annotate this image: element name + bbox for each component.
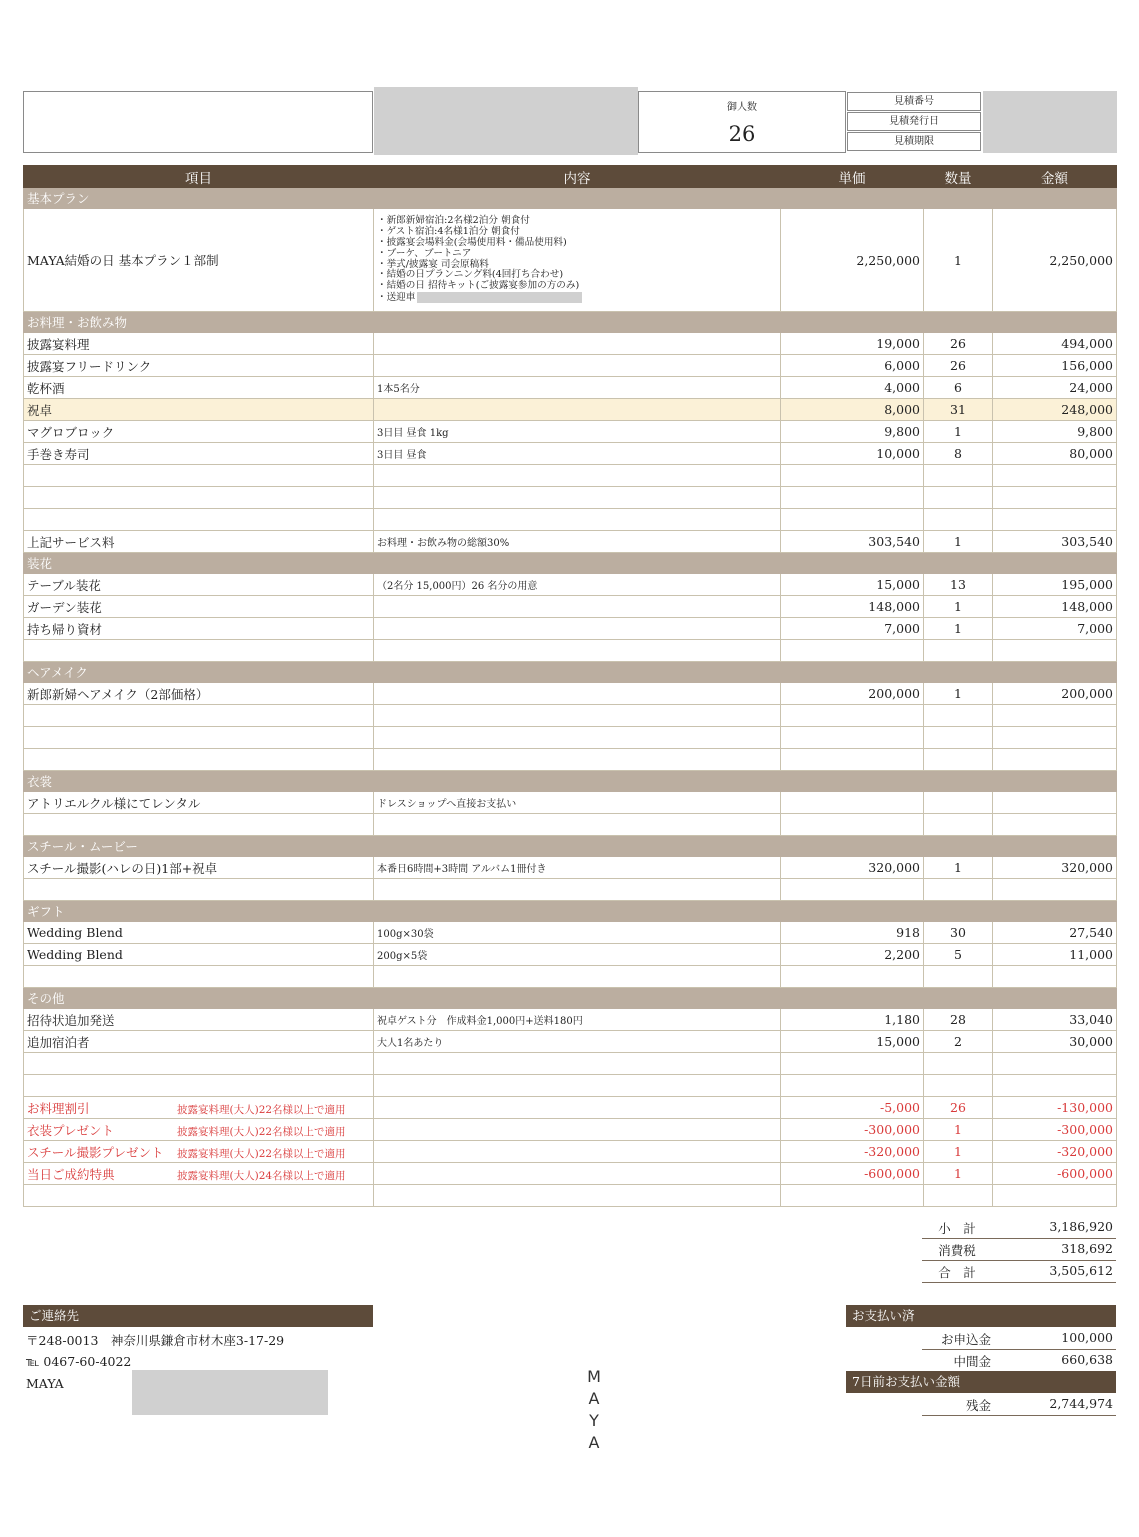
unit-price-cell: 303,540 xyxy=(781,531,924,553)
empty-cell xyxy=(924,705,993,727)
interim-row xyxy=(922,1349,1116,1372)
line-item-row xyxy=(24,683,1117,705)
quantity-cell: 5 xyxy=(924,944,993,966)
total-row xyxy=(922,1260,1116,1283)
blank-row xyxy=(24,814,1117,836)
desc-cell: 3日目 昼食 1kg xyxy=(374,421,781,443)
section-label: スチール・ムービー xyxy=(24,836,1117,857)
col-content-header: 内容 xyxy=(374,166,781,188)
empty-cell xyxy=(374,814,781,836)
quantity-cell: 1 xyxy=(924,596,993,618)
item-cell: テーブル装花 xyxy=(24,574,374,596)
empty-cell xyxy=(924,814,993,836)
deposit-label: お申込金 xyxy=(940,1332,991,1347)
unit-price-cell: 9,800 xyxy=(781,421,924,443)
empty-cell xyxy=(24,640,374,662)
plan-price: 2,250,000 xyxy=(781,209,924,312)
item-cell xyxy=(24,1119,374,1141)
amount-cell: 195,000 xyxy=(993,574,1117,596)
amount-cell: 320,000 xyxy=(993,857,1117,879)
quantity-cell: 28 xyxy=(924,1009,993,1031)
empty-cell xyxy=(993,727,1117,749)
amount-cell: 24,000 xyxy=(993,377,1117,399)
desc-cell: 本番日6時間+3時間 アルバム1冊付き xyxy=(374,857,781,879)
contact-address: 〒248-0013 神奈川県鎌倉市材木座3-17-29 xyxy=(26,1333,285,1348)
empty-cell xyxy=(374,879,781,901)
empty-cell xyxy=(993,509,1117,531)
plan-detail-item: ・挙式/披露宴 司会原稿料 xyxy=(377,258,489,270)
section-row xyxy=(24,312,1117,333)
contact-tel: ℡ 0467-60-4022 xyxy=(26,1354,132,1369)
empty-cell xyxy=(374,487,781,509)
quantity-cell xyxy=(924,792,993,814)
desc-cell: お料理・お飲み物の総額30% xyxy=(374,531,781,553)
blank-row xyxy=(24,1185,1117,1207)
desc-cell: 1本5名分 xyxy=(374,377,781,399)
empty-cell xyxy=(374,727,781,749)
unit-price-cell: 6,000 xyxy=(781,355,924,377)
amount-cell: 80,000 xyxy=(993,443,1117,465)
section-row xyxy=(24,836,1117,857)
empty-cell xyxy=(781,727,924,749)
discount-row xyxy=(24,1097,1117,1119)
quantity-cell: 30 xyxy=(924,922,993,944)
item-cell: Wedding Blend xyxy=(24,922,374,944)
amount-cell: 11,000 xyxy=(993,944,1117,966)
paid-title: お支払い済 xyxy=(846,1305,1116,1327)
item-cell: マグロブロック xyxy=(24,421,374,443)
empty-cell xyxy=(24,1185,374,1207)
blank-row xyxy=(24,966,1117,988)
desc-cell xyxy=(374,399,781,421)
empty-cell xyxy=(374,640,781,662)
empty-cell xyxy=(374,1185,781,1207)
item-cell: 披露宴料理 xyxy=(24,333,374,355)
balance-label: 残金 xyxy=(965,1398,991,1413)
unit-price-cell: 15,000 xyxy=(781,1031,924,1053)
item-cell: 上記サービス料 xyxy=(24,531,374,553)
empty-cell xyxy=(781,749,924,771)
unit-price-cell: 1,180 xyxy=(781,1009,924,1031)
due-title: 7日前お支払い金額 xyxy=(846,1371,1116,1393)
blank-row xyxy=(24,465,1117,487)
desc-cell: 200g×5袋 xyxy=(374,944,781,966)
item-cell: Wedding Blend xyxy=(24,944,374,966)
deposit-value: 100,000 xyxy=(1061,1330,1113,1345)
guest-count-value: 26 xyxy=(728,122,756,146)
redacted-block xyxy=(374,87,638,155)
blank-row xyxy=(24,509,1117,531)
section-label: 衣裳 xyxy=(24,771,1117,792)
empty-cell xyxy=(924,879,993,901)
desc-cell: 3日目 昼食 xyxy=(374,443,781,465)
blank-row xyxy=(24,879,1117,901)
quantity-cell: 1 xyxy=(924,421,993,443)
empty-cell xyxy=(781,1185,924,1207)
item-condition: 披露宴料理(大人)22名様以上で適用 xyxy=(177,1125,346,1138)
empty-cell xyxy=(24,727,374,749)
item-condition: 披露宴料理(大人)22名様以上で適用 xyxy=(177,1147,346,1160)
col-unit-price-header: 単価 xyxy=(781,166,924,188)
logo-letter: A xyxy=(588,1389,600,1408)
empty-cell xyxy=(781,509,924,531)
line-item-row xyxy=(24,618,1117,640)
desc-cell: 大人1名あたり xyxy=(374,1031,781,1053)
item-cell: 乾杯酒 xyxy=(24,377,374,399)
total-value: 3,505,612 xyxy=(1049,1263,1113,1278)
plan-detail-item xyxy=(377,292,777,304)
line-item-row xyxy=(24,922,1117,944)
estimate-expiry-label: 見積期限 xyxy=(847,132,981,151)
desc-cell xyxy=(374,355,781,377)
plan-detail-item: ・披露宴会場料金(会場使用料・備品使用料) xyxy=(377,236,567,248)
unit-price-cell: -600,000 xyxy=(781,1163,924,1185)
empty-cell xyxy=(993,1185,1117,1207)
desc-cell: （2名分 15,000円）26 名分の用意 xyxy=(374,574,781,596)
subtotal-value: 3,186,920 xyxy=(1049,1219,1113,1234)
logo-letter: A xyxy=(588,1433,600,1452)
line-item-row xyxy=(24,531,1117,553)
item-condition: 披露宴料理(大人)24名様以上で適用 xyxy=(177,1169,346,1182)
quantity-cell: 1 xyxy=(924,1141,993,1163)
section-row xyxy=(24,662,1117,683)
section-label: 装花 xyxy=(24,553,1117,574)
empty-cell xyxy=(24,814,374,836)
col-quantity-header: 数量 xyxy=(924,166,993,188)
item-name: 当日ご成約特典 xyxy=(27,1166,115,1182)
unit-price-cell: 918 xyxy=(781,922,924,944)
desc-cell xyxy=(374,596,781,618)
plan-details xyxy=(374,209,781,312)
section-label: その他 xyxy=(24,988,1117,1009)
section-label: 基本プラン xyxy=(24,188,1117,209)
empty-cell xyxy=(924,1075,993,1097)
amount-cell: -300,000 xyxy=(993,1119,1117,1141)
unit-price-cell: -320,000 xyxy=(781,1141,924,1163)
section-label: ヘアメイク xyxy=(24,662,1117,683)
item-cell xyxy=(24,1163,374,1185)
quantity-cell: 13 xyxy=(924,574,993,596)
quantity-cell: 1 xyxy=(924,531,993,553)
desc-cell xyxy=(374,683,781,705)
tax-value: 318,692 xyxy=(1061,1241,1113,1256)
quantity-cell: 26 xyxy=(924,333,993,355)
plan-detail-item: ・新郎新婦宿泊:2名様2泊分 朝食付 xyxy=(377,215,530,227)
column-header-row xyxy=(24,166,1117,188)
empty-cell xyxy=(374,509,781,531)
line-item-row xyxy=(24,596,1117,618)
desc-cell xyxy=(374,1097,781,1119)
unit-price-cell: 4,000 xyxy=(781,377,924,399)
plan-item: MAYA結婚の日 基本プラン１部制 xyxy=(24,209,374,312)
desc-cell: 祝卓ゲスト分 作成料金1,000円+送料180円 xyxy=(374,1009,781,1031)
amount-cell: -320,000 xyxy=(993,1141,1117,1163)
redacted-block xyxy=(132,1370,328,1415)
item-cell: 祝卓 xyxy=(24,399,374,421)
subtotal-row xyxy=(922,1216,1116,1239)
plan-detail-item: ・結婚の日 招待キット(ご披露宴参加の方のみ) xyxy=(377,280,580,292)
col-item-header: 項目 xyxy=(24,166,374,188)
discount-row xyxy=(24,1119,1117,1141)
empty-cell xyxy=(924,749,993,771)
discount-row xyxy=(24,1141,1117,1163)
empty-cell xyxy=(924,1185,993,1207)
empty-cell xyxy=(24,465,374,487)
guest-count-box xyxy=(638,91,846,153)
plan-detail-list xyxy=(377,214,777,305)
empty-cell xyxy=(374,705,781,727)
empty-cell xyxy=(924,727,993,749)
desc-cell: ドレスショップへ直接お支払い xyxy=(374,792,781,814)
empty-cell xyxy=(781,487,924,509)
desc-cell xyxy=(374,1163,781,1185)
empty-cell xyxy=(24,1053,374,1075)
empty-cell xyxy=(374,966,781,988)
plan-qty: 1 xyxy=(924,209,993,312)
unit-price-cell: 200,000 xyxy=(781,683,924,705)
plan-detail-item: ・ゲスト宿泊:4名様1泊分 朝食付 xyxy=(377,226,520,238)
unit-price-cell: 320,000 xyxy=(781,857,924,879)
plan-detail-text: ・送迎車 xyxy=(377,291,416,303)
amount-cell: -600,000 xyxy=(993,1163,1117,1185)
empty-cell xyxy=(993,1053,1117,1075)
section-row xyxy=(24,553,1117,574)
item-cell: 持ち帰り資材 xyxy=(24,618,374,640)
quantity-cell: 26 xyxy=(924,1097,993,1119)
plan-amount: 2,250,000 xyxy=(993,209,1117,312)
line-item-row xyxy=(24,443,1117,465)
section-row xyxy=(24,901,1117,922)
unit-price-cell: 7,000 xyxy=(781,618,924,640)
empty-cell xyxy=(781,640,924,662)
amount-cell: 303,540 xyxy=(993,531,1117,553)
quantity-cell: 26 xyxy=(924,355,993,377)
unit-price-cell: 2,200 xyxy=(781,944,924,966)
col-amount-header: 金額 xyxy=(993,166,1117,188)
empty-cell xyxy=(993,814,1117,836)
amount-cell: 27,540 xyxy=(993,922,1117,944)
tax-label: 消費税 xyxy=(938,1243,976,1258)
plan-row xyxy=(24,209,1117,312)
contact-company: MAYA xyxy=(26,1376,64,1391)
item-name: 衣装プレゼント xyxy=(27,1122,115,1138)
interim-label: 中間金 xyxy=(953,1354,991,1369)
amount-cell: 494,000 xyxy=(993,333,1117,355)
section-row xyxy=(24,188,1117,209)
item-cell xyxy=(24,1141,374,1163)
estimate-issue-date-label: 見積発行日 xyxy=(847,112,981,131)
empty-cell xyxy=(993,640,1117,662)
redacted-block xyxy=(983,91,1117,153)
section-label: お料理・お飲み物 xyxy=(24,312,1117,333)
amount-cell: 30,000 xyxy=(993,1031,1117,1053)
empty-cell xyxy=(781,879,924,901)
item-cell: 披露宴フリードリンク xyxy=(24,355,374,377)
amount-cell: 248,000 xyxy=(993,399,1117,421)
desc-cell xyxy=(374,1119,781,1141)
empty-cell xyxy=(24,705,374,727)
item-cell: 手巻き寿司 xyxy=(24,443,374,465)
item-name: スチール撮影プレゼント xyxy=(27,1144,164,1160)
item-cell: スチール撮影(ハレの日)1部+祝卓 xyxy=(24,857,374,879)
empty-cell xyxy=(993,749,1117,771)
guest-count-label: 御人数 xyxy=(727,102,757,113)
line-item-row xyxy=(24,355,1117,377)
line-item-row xyxy=(24,944,1117,966)
customer-name-box xyxy=(23,91,373,153)
section-row xyxy=(24,771,1117,792)
empty-cell xyxy=(924,487,993,509)
tax-row xyxy=(922,1238,1116,1261)
empty-cell xyxy=(781,1053,924,1075)
empty-cell xyxy=(993,705,1117,727)
balance-row xyxy=(922,1393,1116,1416)
balance-value: 2,744,974 xyxy=(1049,1396,1113,1411)
line-item-row xyxy=(24,421,1117,443)
empty-cell xyxy=(781,814,924,836)
discount-row xyxy=(24,1163,1117,1185)
amount-cell xyxy=(993,792,1117,814)
quantity-cell: 1 xyxy=(924,618,993,640)
empty-cell xyxy=(374,465,781,487)
empty-cell xyxy=(24,966,374,988)
item-cell: 新郎新婦ヘアメイク（2部価格） xyxy=(24,683,374,705)
unit-price-cell: -5,000 xyxy=(781,1097,924,1119)
total-label: 合 計 xyxy=(938,1265,976,1280)
empty-cell xyxy=(924,465,993,487)
empty-cell xyxy=(24,1075,374,1097)
quantity-cell: 1 xyxy=(924,683,993,705)
empty-cell xyxy=(781,1075,924,1097)
quantity-cell: 1 xyxy=(924,857,993,879)
section-row xyxy=(24,988,1117,1009)
desc-cell xyxy=(374,1141,781,1163)
amount-cell: 9,800 xyxy=(993,421,1117,443)
item-cell: ガーデン装花 xyxy=(24,596,374,618)
logo-letter: Y xyxy=(589,1411,599,1430)
plan-detail-item: ・結婚の日プランニング料(4回打ち合わせ) xyxy=(377,269,564,281)
blank-row xyxy=(24,640,1117,662)
blank-row xyxy=(24,705,1117,727)
quantity-cell: 8 xyxy=(924,443,993,465)
line-item-row xyxy=(24,377,1117,399)
empty-cell xyxy=(24,879,374,901)
amount-cell: 33,040 xyxy=(993,1009,1117,1031)
blank-row xyxy=(24,1053,1117,1075)
line-item-row xyxy=(24,857,1117,879)
empty-cell xyxy=(781,465,924,487)
empty-cell xyxy=(24,749,374,771)
empty-cell xyxy=(781,966,924,988)
unit-price-cell: 8,000 xyxy=(781,399,924,421)
estimate-number-label: 見積番号 xyxy=(847,92,981,111)
logo-letter: M xyxy=(587,1367,601,1386)
quantity-cell: 1 xyxy=(924,1119,993,1141)
section-label: ギフト xyxy=(24,901,1117,922)
desc-cell xyxy=(374,618,781,640)
item-condition: 披露宴料理(大人)22名様以上で適用 xyxy=(177,1103,346,1116)
empty-cell xyxy=(924,966,993,988)
amount-cell: -130,000 xyxy=(993,1097,1117,1119)
unit-price-cell: 148,000 xyxy=(781,596,924,618)
desc-cell xyxy=(374,333,781,355)
blank-row xyxy=(24,1075,1117,1097)
empty-cell xyxy=(924,640,993,662)
item-cell: アトリエルクル様にてレンタル xyxy=(24,792,374,814)
empty-cell xyxy=(993,465,1117,487)
item-cell: 招待状追加発送 xyxy=(24,1009,374,1031)
unit-price-cell: 15,000 xyxy=(781,574,924,596)
estimate-table xyxy=(23,165,1117,1207)
amount-cell: 7,000 xyxy=(993,618,1117,640)
quantity-cell: 6 xyxy=(924,377,993,399)
item-cell xyxy=(24,1097,374,1119)
quantity-cell: 1 xyxy=(924,1163,993,1185)
amount-cell: 156,000 xyxy=(993,355,1117,377)
unit-price-cell: 10,000 xyxy=(781,443,924,465)
empty-cell xyxy=(993,1075,1117,1097)
line-item-row xyxy=(24,333,1117,355)
quantity-cell: 31 xyxy=(924,399,993,421)
plan-detail-item: ・ブーケ、ブートニア xyxy=(377,247,472,259)
empty-cell xyxy=(374,749,781,771)
empty-cell xyxy=(924,509,993,531)
item-name: お料理割引 xyxy=(27,1100,90,1116)
unit-price-cell: 19,000 xyxy=(781,333,924,355)
blank-row xyxy=(24,487,1117,509)
empty-cell xyxy=(993,487,1117,509)
deposit-row xyxy=(922,1327,1116,1350)
desc-cell: 100g×30袋 xyxy=(374,922,781,944)
item-cell: 追加宿泊者 xyxy=(24,1031,374,1053)
empty-cell xyxy=(781,705,924,727)
amount-cell: 200,000 xyxy=(993,683,1117,705)
amount-cell: 148,000 xyxy=(993,596,1117,618)
blank-row xyxy=(24,727,1117,749)
interim-value: 660,638 xyxy=(1061,1352,1113,1367)
empty-cell xyxy=(924,1053,993,1075)
empty-cell xyxy=(993,879,1117,901)
quantity-cell: 2 xyxy=(924,1031,993,1053)
unit-price-cell xyxy=(781,792,924,814)
line-item-row xyxy=(24,792,1117,814)
redacted-block xyxy=(417,292,582,303)
line-item-row xyxy=(24,1009,1117,1031)
unit-price-cell: -300,000 xyxy=(781,1119,924,1141)
maya-logo xyxy=(584,1366,604,1454)
empty-cell xyxy=(993,966,1117,988)
subtotal-label: 小 計 xyxy=(938,1221,976,1236)
empty-cell xyxy=(24,487,374,509)
line-item-row xyxy=(24,1031,1117,1053)
line-item-row xyxy=(24,574,1117,596)
contact-title: ご連絡先 xyxy=(23,1305,373,1327)
empty-cell xyxy=(374,1075,781,1097)
empty-cell xyxy=(24,509,374,531)
blank-row xyxy=(24,749,1117,771)
line-item-row xyxy=(24,399,1117,421)
empty-cell xyxy=(374,1053,781,1075)
